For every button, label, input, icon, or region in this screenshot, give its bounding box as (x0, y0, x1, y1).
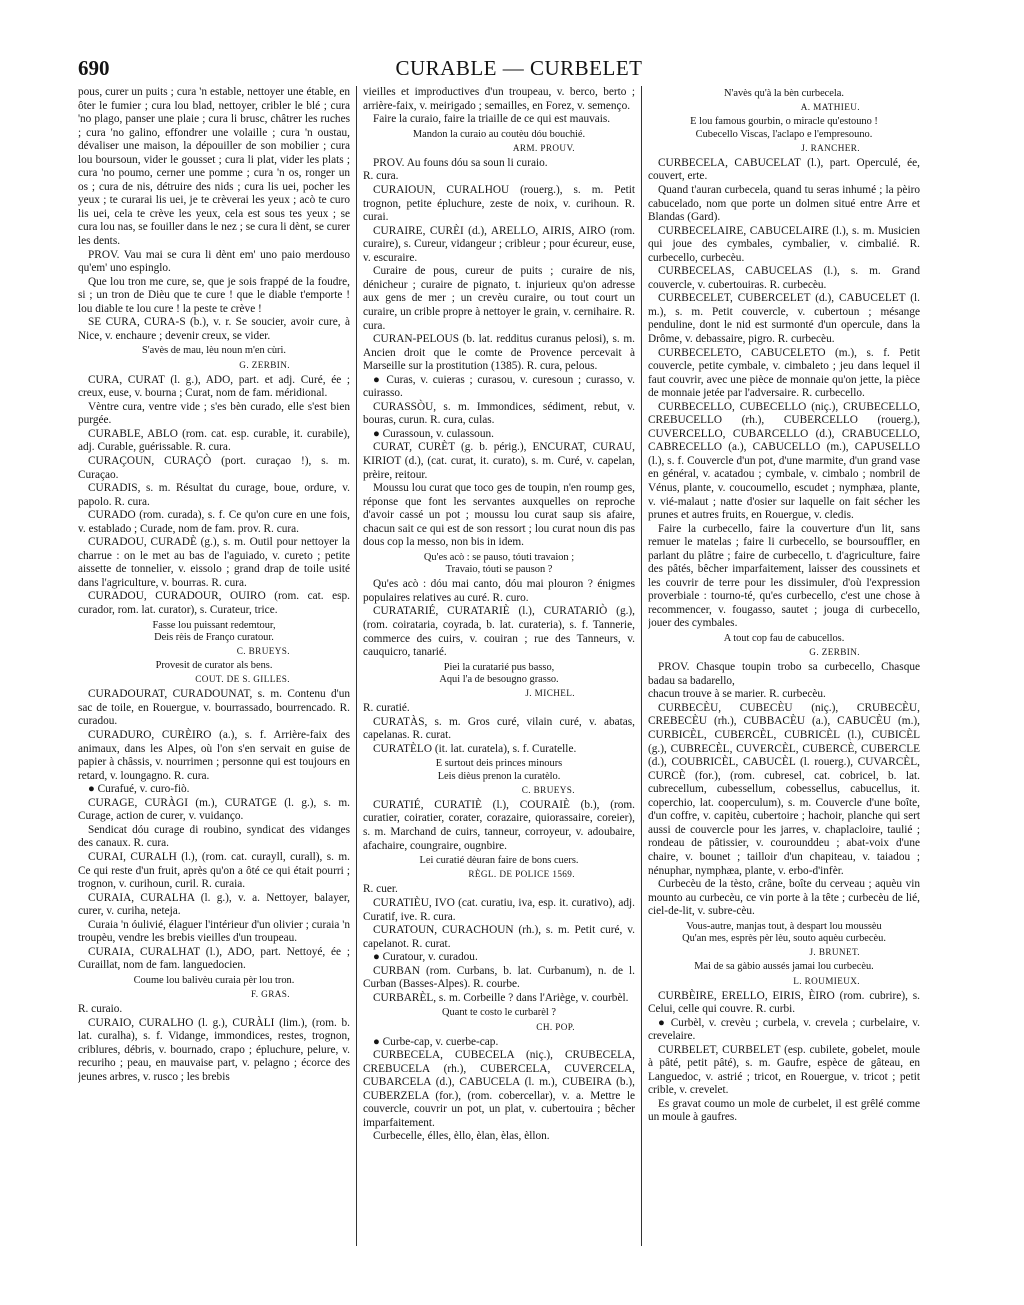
column-divider (356, 86, 357, 1246)
dictionary-entry: CURAIOUN, CURALHOU (rouerg.), s. m. Petit trognon, petite épluchure, zeste de noix, v. curihoun. R. curai. (363, 184, 635, 224)
dictionary-entry: ● Curatour, v. curadou. (373, 951, 478, 964)
quotation-attribution: F. GRAS. (251, 989, 290, 1000)
quotation-attribution: L. ROUMIEUX. (793, 975, 860, 986)
dictionary-entry: CURBECELETO, CABUCELETO (m.), s. f. Petit couvercle, petite cymbale, v. cimbaleto ; jeu dans lequel il faut couvrir, avec une pièce de monnaie qu'on jette, la pièce de monnaie jetée par l'adversaire. R. curbecello. (648, 346, 920, 400)
dictionary-entry: PROV. Chasque toupin trobo sa curbecello, Chasque badau sa badarello, (648, 661, 920, 687)
dictionary-entry: ● Curbèl, v. crevèu ; curbela, v. crevela ; curbelaire, v. crevelaire. (648, 1016, 920, 1043)
dictionary-entry: CURBARÈL, s. m. Corbeille ? dans l'Ariège, v. courbèl. (373, 991, 629, 1004)
dictionary-entry: CURABLE, ABLO (rom. cat. esp. curable, it. curabile), adj. Curable, guérissable. R. cura. (78, 427, 350, 454)
dictionary-entry: CURAÇOUN, CURAÇÒ (port. curaçao !), s. m. Curaçao. (78, 454, 350, 481)
dictionary-entry: CURBECELAS, CABUCELAS (l.), s. m. Grand couvercle, v. cubertouiras. R. curbecèu. (648, 265, 920, 291)
dictionary-entry: PROV. Vau mai se cura li dènt em' uno paio merdouso qu'em' uno espinglo. (78, 248, 350, 275)
dictionary-entry: CURADOU, CURADÈ (g.), s. m. Outil pour nettoyer la charrue : on le met au bas de l'aguiado, v. cureto ; petite aissette de tonnelier, v. eissolo ; grand drap de toile usité dans l'agriculture, v. bourras. R. cura. (78, 536, 350, 589)
dictionary-entry: CURATÀS, s. m. Gros curé, vilain curé, v. abatas, capelanas. R. curat. (363, 715, 635, 742)
dictionary-entry: CURBÈIRE, ERELLO, EIRIS, ÈIRO (rom. cubrire), s. Celui, celle qui couvre. R. curbi. (648, 989, 920, 1016)
quotation: Fasse lou puissant redemtour, Deis rèis de Franço curatour. (152, 619, 276, 643)
dictionary-entry: CURBECELET, CUBERCELET (d.), CABUCELET (l. m.), s. m. Petit couvercle, v. cubertoun ; mésange penduline, dont le nid est surmonté d'un opercule, dans la Drôme, v. debassaire, pigro. R. curbecèu. (648, 292, 920, 345)
quotation: Lei curatié dèuran faire de bons cuers. (419, 855, 579, 867)
dictionary-entry: Sendicat dóu curage di roubino, syndicat des vidanges des canaux. R. cura. (78, 823, 350, 850)
dictionary-entry: Moussu lou curat que toco ges de toupin, n'en roump ges, réponse que font les servantes auxquelles on reproche d'avoir cassé un pot ; moussu lou curat saup sis afaire, chacun sait ce qui est de son ressort ; lou curat noun dis pas dous cop la messo, non bis in idem. (363, 482, 635, 549)
quotation-attribution: G. ZERBIN. (809, 647, 860, 658)
dictionary-entry: CURASSÒU, s. m. Immondices, sédiment, rebut, v. bouras, curun. R. cura, culas. (363, 400, 635, 427)
dictionary-entry: Curbecèu de la tèsto, crâne, boîte du cerveau ; aquèu vin mounto au curbecèu, ce vin porte à la tête ; curbecèu de lié, ciel-de-lit, v. subre-cèu. (648, 878, 920, 918)
dictionary-entry: SE CURA, CURA-S (b.), v. r. Se soucier, avoir cure, à Nice, v. enchaure ; devenir creux, se vider. (78, 316, 350, 342)
dictionary-entry: R. curatié. (363, 702, 410, 715)
dictionary-entry: Curaire de pous, cureur de puits ; curaire de nis, dénicheur ; curaire de pignato, t. injurieux qu'on adresse aux gens de mer ; un crevèu curaire, ou tout court un curaire, un crible propre à nettoyer le grain, v. cernihaire. R. cura. (363, 265, 635, 332)
quotation-attribution: J. BRUNET. (809, 947, 860, 958)
quotation-attribution: ARM. PROUV. (512, 142, 575, 153)
column-middle (363, 86, 635, 1286)
quotation-attribution: COUT. DE S. GILLES. (195, 674, 290, 685)
dictionary-entry: CURBAN (rom. Curbans, b. lat. Curbanum), n. de l. Curban (Basses-Alpes). R. courbe. (363, 964, 635, 991)
quotation: Coume lou balivèu curaia pèr lou tron. (133, 974, 295, 986)
quotation-attribution: RÈGL. DE POLICE 1569. (468, 869, 575, 880)
dictionary-entry: CURBECÈU, CUBECÈU (niç.), CRUBECÈU, CREBECÈU (rh.), CUBBACÈU (a.), CABUCÈU (m.), CURBICÈL, CUBERCÈL, CUBRICÈL (l.), CUBICÈL (g.), CUBRECÈL, CUVERCÈL, CUBERCÈ, CUBERCLE (d.), COUBRICÈL, CABUCÈL (l. rouerg.), CUVARCÈL, CURCÈ (for.), (rom. cubresel, cat. cobricel, b. lat. cubrecellum, cubessellum, cobessellus, cabucellus, it. coperchio, lat. cooperculum), s. m. Couvercle d'une boîte, d'un coffre, v. capitèu, cubertoire ; hachoir, planche qui sert aussi de couvercle pour les jarres, v. chaplacloire, taulié ; rondeau de pâtissier, v. courounddeu ; abat-voix d'une chaire, v. bounet ; tailloir d'un chapiteau, v. taiadou ; nénuphar, nymphæa, plante, v. erbo-d'infèr. (648, 701, 920, 877)
quotation: S'avès de mau, lèu noun m'en cùri. (142, 345, 286, 357)
dictionary-entry: CURAN-PELOUS (b. lat. redditus curanus pelosi), s. m. Ancien droit que le comte de Provence percevait à Marseille sur la prostitution (1385). R. cura, pelous. (363, 333, 635, 373)
dictionary-entry: CURAIA, CURALHA (l. g.), v. a. Nettoyer, balayer, curer, v. curiha, neteja. (78, 891, 350, 918)
dictionary-entry: CURATÈLO (it. lat. curatela), s. f. Curatelle. (373, 742, 577, 755)
dictionary-entry: Qu'es acò : dóu mai canto, dóu mai plouron ? énigmes populaires relatives au curé. R. curo. (363, 578, 635, 604)
quotation: E surtout deis princes minours Leis dièus prenon la curatèlo. (435, 758, 563, 782)
quotation-attribution: A. MATHIEU. (800, 102, 860, 113)
column-right (648, 86, 920, 1286)
dictionary-entry: CURAI, CURALH (l.), (rom. cat. curayll, curall), s. m. Ce qui reste d'un fruit, après qu'on a ôté ce qui était pourri ; trognon, v. curihoun, curil. R. curaia. (78, 850, 350, 891)
dictionary-entry: CURAIRE, CURÈI (d.), ARELLO, AIRIS, AIRO (rom. curaire), s. Cureur, vidangeur ; cribleur ; pour écureur, euse, v. escuraire. (363, 224, 635, 264)
quotation: Piei la curatarié pus basso, Aqui l'a de besougno grasso. (439, 661, 559, 685)
dictionary-entry: R. cuer. (363, 883, 398, 896)
dictionary-entry: ● Curassoun, v. culassoun. (373, 427, 494, 440)
quotation-attribution: G. ZERBIN. (239, 359, 290, 370)
quotation-attribution: J. RANCHER. (801, 142, 860, 153)
dictionary-entry: CURAGE, CURÀGI (m.), CURATGE (l. g.), s. m. Curage, action de curer, v. vuidanço. (78, 796, 350, 823)
dictionary-entry: CURA, CURAT (l. g.), ADO, part. et adj. Curé, ée ; creux, euse, v. bourna ; Curat, nom de fam. méridional. (78, 373, 350, 400)
quotation: Mai de sa gàbio aussés jamai lou curbecèu. (694, 961, 874, 973)
quotation: Qu'es acò : se pauso, tóuti travaion ; Travaio, tóuti se pauson ? (423, 551, 575, 576)
running-title: CURABLE — CURBELET (395, 56, 643, 80)
dictionary-entry: CURBECELAIRE, CABUCELAIRE (l.), s. m. Musicien qui joue des cymbales, cymbalier, v. cimbalié. R. curbecello, curbecèu. (648, 224, 920, 264)
dictionary-entry: CURATOUN, CURACHOUN (rh.), s. m. Petit curé, v. capelanot. R. curat. (363, 924, 635, 950)
dictionary-entry: PROV. Au founs dóu sa soun li curaio. (373, 156, 548, 169)
dictionary-entry: CURBELET, CURBELET (esp. cubilete, gobelet, moule à pâté, petit pâté), s. m. Gaufre, espèce de gâteau, en Languedoc, v. astrié ; tricot, en Rouergue, v. tricot ; petit crible, v. crevelet. (648, 1043, 920, 1097)
dictionary-entry: vieilles et improductives d'un troupeau, v. berco, berto ; arrière-faix, v. meirigado ; semailles, en Forez, v. semenço. (363, 86, 635, 112)
quotation: Quant te costo le curbarèl ? (442, 1007, 556, 1019)
dictionary-entry: Es gravat coumo un mole de curbelet, il est grêlé comme un moule à gaufres. (648, 1097, 920, 1124)
quotation-attribution: C. BRUEYS. (521, 784, 575, 795)
column-divider (641, 86, 642, 1246)
column-left (78, 86, 350, 1286)
dictionary-entry: CURADO (rom. curada), s. f. Ce qu'on cure en une fois, v. establado ; Curade, nom de fam. prov. R. cura. (78, 509, 350, 535)
dictionary-entry: CURADOURAT, CURADOUNAT, s. m. Contenu d'un sac de toile, en Rouergue, v. bourrassado, bourrencado. R. curadou. (78, 688, 350, 728)
dictionary-entry: Curaia 'n óulivié, élaguer l'intérieur d'un olivier ; curaia 'n troupèu, vendre les brebis vieilles d'un troupeau. (78, 918, 350, 945)
quotation-attribution: C. BRUEYS. (236, 646, 290, 657)
page-header (78, 56, 960, 86)
dictionary-entry: ● Curas, v. cuieras ; curasou, v. curesoun ; curasso, v. cuirasso. (363, 373, 635, 400)
dictionary-entry: CURBECELA, CUBECELA (niç.), CRUBECELA, CREBUCELA (rh.), CUBERCELA, CUVERCELA, CUBARCELA (d.), CABUCELA (l. m.), CUBEIRA (b.), CUBERZELA (for.), (rom. cobercellar), v. a. Mettre le couvercle, couvrir un pot, un plat, v. cubertouira ; bêcher imparfaitement. (363, 1049, 635, 1129)
dictionary-entry: Que lou tron me cure, se, que je sois frappé de la foudre, si ; un tron de Dièu que te cure ! que le diable t'emporte ! lou diable te lou cure ! la peste te crève ! (78, 275, 350, 315)
dictionary-entry: Faire la curaio, faire la triaille de ce qui est mauvais. (373, 113, 611, 126)
dictionary-entry: Faire la curbecello, faire la couverture d'un lit, sans remuer le matelas ; faire li curbecello, se boursouffler, en parlant du plâtre ; faire de curbecello, t. d'agriculture, faire des pâtés, bêcher imparfaitement, laisser des coussinets et les couvrir de terre pour les dissimuler, d'où l'expression proverbiale : tourno-té, qu'es curbecello, c'est une chose à recommencer, v. fougasso, sautet ; jouga di curbecello, jouer des cymbales. (648, 522, 920, 630)
dictionary-entry: CURADOU, CURADOUR, OUIRO (rom. cat. esp. curador, rom. lat. curator), s. Curateur, trice. (78, 590, 350, 616)
dictionary-entry: CURADURO, CURÈIRO (a.), s. f. Arrière-faix des animaux, dans les Alpes, où l'on s'en servait en guise de papier à châssis, v. nourrimen ; personne qui est toujours en retard, v. loungagno. R. cura. (78, 729, 350, 782)
dictionary-entry: CURAIO, CURALHO (l. g.), CURÀLI (lim.), (rom. b. lat. curalha), s. f. Vidange, immondices, restes, trognon, criblures, débris, v. bournado, crapo ; épluchure, pelure, v. recuriho ; peau, en mauvaise part, v. pelagno ; écorce des jeunes arbres, v. rusco ; les brebis (78, 1016, 350, 1083)
dictionary-entry: pous, curer un puits ; cura 'n estable, nettoyer une étable, en ôter le fumier ; cura lou blad, nettoyer, cribler le blé ; cura 'no plago, panser une plaie ; cura li brusc, châtrer les ruches ; cura 'no galino, effondrer une volaille ; cura 'n oustau, dévaliser une maison, la dépouiller de son mobilier ; cura lou boursoun, vider le gousset ; cura li plat, vider les plats ; cura 'no poumo, cerner une pomme ; cura 'n os, ronger un os ; cura de nis, détruire des nids ; cura lis uei, pocher les yeux ; te curarai lis uei, je te crèverai les yeux ; acò te curo lis uei, cela te crève les yeux, cela est sous tes yeux ; se cura lou nas, se fouiller dans le nez ; se cura li dènt, se curer les dents. (78, 86, 350, 248)
page-number: 690 (78, 56, 110, 80)
dictionary-entry: ● Curafué, v. curo-fiò. (88, 783, 190, 796)
dictionary-entry: CURATIÈU, IVO (cat. curatiu, iva, esp. it. curativo), adj. Curatif, ive. R. cura. (363, 896, 635, 923)
quotation: Vous-autre, manjas tout, à despart lou moussèu Qu'an mes, esprès pèr lèu, souto aquèu curbecèu. (682, 920, 886, 944)
quotation: Mandon la curaio au coutèu dóu bouchié. (412, 128, 586, 140)
quotation: N'avès qu'à la bèn curbecela. (724, 88, 844, 99)
quotation: A tout cop fau de cabucellos. (723, 633, 845, 644)
quotation: E lou famous gourbin, o miracle qu'estouno ! Cubecello Viscas, l'aclapo e l'empresouno. (690, 116, 878, 140)
dictionary-entry: ● Curbe-cap, v. cuerbe-cap. (373, 1035, 499, 1048)
dictionary-entry: CURBECELLO, CUBECELLO (niç.), CRUBECELLO, CREBUCELLO (rh.), CUBERCELLO (rouerg.), CUVERCELLO, CUBARCELLO (d.), CRABUCELLO, CABRECELLO (a.), CABUCELLO (m.), CAPUSELLO (l.), s. f. Couvercle d'un pot, d'une marmite, d'un grand vase en général, v. acatadou ; cymbale, v. cimbalo ; nombril de Vénus, plante, v. coucoumello, escudet ; nymphæa, plante, v. vié-malaut ; natte d'osier sur laquelle on fait sécher les prunes et autres fruits, en Rouergue, v. cledis. (648, 400, 920, 522)
dictionary-entry: CURBECELA, CABUCELAT (l.), part. Operculé, ée, couvert, erte. (648, 156, 920, 183)
dictionary-entry: R. cura. (363, 170, 399, 183)
quotation: Provesit de curator als bens. (155, 660, 273, 672)
dictionary-entry: CURADIS, s. m. Résultat du curage, boue, ordure, v. papolo. R. cura. (78, 482, 350, 508)
dictionary-entry: Quand t'auran curbecela, quand tu seras inhumé ; la pèiro cabucelado, nom que porte un dolmen situé entre Arre et Blandas (Gard). (648, 183, 920, 224)
dictionary-entry: Curbecelle, élles, èllo, èlan, èlas, èllon. (373, 1130, 550, 1143)
dictionary-entry: CURATARIÉ, CURATARIÈ (l.), CURATARIÒ (g.), (rom. coirataria, coyrada, b. lat. curateria), s. f. Tannerie, commerce des cuirs, v. couiran ; rue des Tanneurs, v. cauquicro, tanarié. (363, 605, 635, 659)
dictionary-entry: R. curaio. (78, 1003, 123, 1016)
quotation-attribution: J. MICHEL. (525, 688, 575, 699)
dictionary-entry: Vèntre cura, ventre vide ; s'es bèn curado, elle s'est bien purgée. (78, 400, 350, 427)
dictionary-entry: CURAT, CURÈT (g. b. périg.), ENCURAT, CURAU, KIRIOT (d.), (cat. curat, it. curato), s. m. Curé, v. capelan, prèire, reitour. (363, 441, 635, 481)
dictionary-entry: CURATIÉ, CURATIÈ (l.), COURAIÈ (b.), (rom. curatier, coiratier, corater, corazaire, quiorassaire, coreier), s. m. Marchand de cuirs, tanneur, corroyeur, v. adoubaire, afachaire, coungraire, ougnbire. (363, 798, 635, 852)
dictionary-entry: chacun trouve à se marier. R. curbecèu. (648, 688, 826, 701)
dictionary-entry: CURAIA, CURALHAT (l.), ADO, part. Nettoyé, ée ; Curaillat, nom de fam. languedocien. (78, 945, 350, 972)
quotation-attribution: CH. POP. (536, 1021, 575, 1032)
